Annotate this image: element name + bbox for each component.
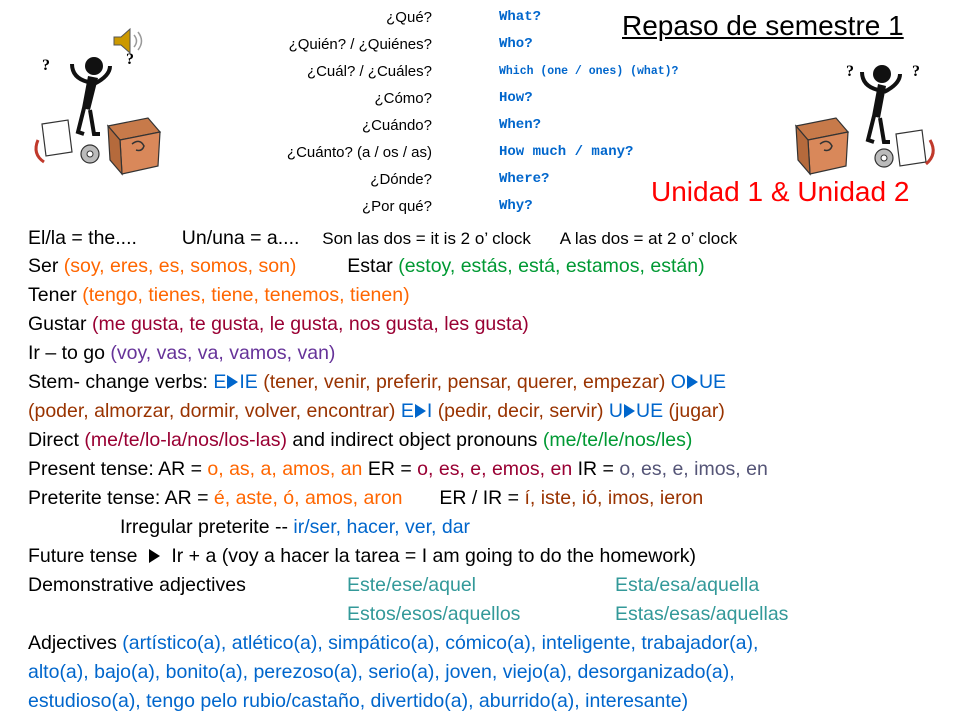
present-ar-endings: o, as, a, amos, an — [207, 458, 363, 480]
ir-line — [28, 341, 335, 365]
ir-forms: (voy, vas, va, vamos, van) — [110, 342, 336, 364]
demo-fem-singular: Esta/esa/aquella — [615, 574, 760, 596]
estar-verb: Estar — [347, 255, 393, 277]
right-arrow-icon — [415, 404, 426, 418]
direct-pronouns: (me/te/lo-la/nos/los-las) — [84, 429, 287, 451]
stem-e-i-list: (pedir, decir, servir) — [437, 400, 604, 422]
demo-masc-plural: Estos/esos/aquellos — [347, 603, 521, 625]
time-is-text: Son las dos = it is 2 o’ clock — [322, 229, 531, 248]
present-label: Present tense: AR = — [28, 458, 202, 480]
gustar-line — [28, 312, 529, 336]
present-tense-line — [28, 457, 768, 481]
question-es-3: ¿Cómo? — [374, 90, 432, 107]
stem-o: O — [670, 371, 686, 393]
tener-forms: (tengo, tienes, tiene, tenemos, tienen) — [82, 284, 410, 306]
preterite-er-label: ER / IR = — [439, 487, 520, 509]
stem-e2: E — [400, 400, 414, 422]
irregular-preterite-line — [120, 515, 470, 539]
question-en-4: When? — [499, 117, 542, 133]
stem-u-ue-list: (jugar) — [668, 400, 725, 422]
ser-forms: (soy, eres, es, somos, son) — [63, 255, 297, 277]
svg-text:?: ? — [126, 51, 134, 68]
stem-change-line-2 — [28, 399, 725, 423]
present-er-label: ER = — [367, 458, 412, 480]
irregular-label: Irregular preterite -- — [120, 516, 288, 538]
gustar-forms: (me gusta, te gusta, le gusta, nos gusta, les gusta) — [91, 313, 529, 335]
gustar-verb: Gustar — [28, 313, 87, 335]
right-arrow-icon — [149, 549, 160, 563]
question-en-7: Why? — [499, 198, 533, 214]
present-ir-label: IR = — [577, 458, 614, 480]
preterite-tense-line — [28, 486, 703, 510]
future-tense-line — [28, 544, 696, 568]
right-arrow-icon — [227, 375, 238, 389]
tener-verb: Tener — [28, 284, 77, 306]
ser-verb: Ser — [28, 255, 59, 277]
question-en-3: How? — [499, 90, 533, 106]
demo-fem-plural: Estas/esas/aquellas — [615, 603, 789, 625]
stem-o-ue-list: (poder, almorzar, dormir, volver, encontrar) — [28, 400, 396, 422]
adjectives-label: Adjectives — [28, 632, 117, 654]
indirect-label: and indirect object pronouns — [292, 429, 538, 451]
adjectives-list-3: estudioso(a), tengo pelo rubio/castaño, divertido(a), aburrido(a), interesante) — [28, 690, 689, 712]
stem-ie: IE — [239, 371, 258, 393]
preterite-er-endings: í, iste, ió, imos, ieron — [524, 487, 704, 509]
demo-masc-singular: Este/ese/aquel — [347, 574, 477, 596]
stem-i: I — [426, 400, 433, 422]
stem-change-line-1 — [28, 370, 726, 394]
svg-text:?: ? — [846, 63, 854, 80]
adjectives-line-1 — [28, 631, 758, 655]
ir-verb: Ir – to go — [28, 342, 105, 364]
present-ir-endings: o, es, e, imos, en — [619, 458, 768, 480]
stem-e-ie-list: (tener, venir, preferir, pensar, querer, empezar) — [263, 371, 666, 393]
future-label: Future tense — [28, 545, 138, 567]
svg-text:?: ? — [912, 63, 920, 80]
time-at-text: A las dos = at 2 o’ clock — [559, 229, 738, 248]
preterite-label: Preterite tense: AR = — [28, 487, 209, 509]
future-text: Ir + a (voy a hacer la tarea = I am going to do the homework) — [171, 545, 696, 567]
question-en-2: Which (one / ones) (what)? — [499, 65, 679, 78]
stem-ue2: UE — [636, 400, 664, 422]
irregular-list: ir/ser, hacer, ver, dar — [293, 516, 471, 538]
demonstrative-label: Demonstrative adjectives — [28, 574, 246, 596]
question-es-1: ¿Quién? / ¿Quiénes? — [288, 36, 432, 53]
right-arrow-icon — [624, 404, 635, 418]
present-er-endings: o, es, e, emos, en — [417, 458, 573, 480]
indefinite-article-text: Un/una = a.... — [181, 227, 300, 249]
definite-article-text: El/la = the.... — [28, 227, 137, 249]
question-en-1: Who? — [499, 36, 533, 52]
stem-change-label: Stem- change verbs: — [28, 371, 208, 393]
ser-estar-line — [28, 254, 705, 278]
question-es-0: ¿Qué? — [386, 9, 432, 26]
question-es-4: ¿Cuándo? — [361, 117, 432, 134]
question-es-6: ¿Dónde? — [370, 171, 432, 188]
direct-label: Direct — [28, 429, 79, 451]
question-en-5: How much / many? — [499, 144, 634, 160]
tener-line — [28, 283, 410, 307]
indirect-pronouns: (me/te/le/nos/les) — [542, 429, 693, 451]
question-es-5: ¿Cuánto? (a / os / as) — [286, 144, 432, 161]
confused-figure-left-illustration — [28, 48, 178, 176]
unit-heading: Unidad 1 & Unidad 2 — [651, 176, 910, 207]
stem-e: E — [213, 371, 227, 393]
right-arrow-icon — [687, 375, 698, 389]
articles-line — [28, 226, 737, 251]
stem-u: U — [608, 400, 624, 422]
page-title: Repaso de semestre 1 — [622, 10, 904, 41]
question-es-7: ¿Por qué? — [361, 198, 432, 215]
adjectives-list-1: (artístico(a), atlético(a), simpático(a), cómico(a), inteligente, trabajador(a), — [122, 632, 759, 654]
estar-forms: (estoy, estás, está, estamos, están) — [398, 255, 705, 277]
question-en-0: What? — [499, 9, 542, 25]
pronouns-line — [28, 428, 692, 452]
question-en-6: Where? — [499, 171, 550, 187]
stem-ue: UE — [698, 371, 727, 393]
adjectives-list-2: alto(a), bajo(a), bonito(a), perezoso(a), serio(a), joven, viejo(a), desorganizado(a), — [28, 661, 735, 683]
demonstrative-line-1 — [28, 573, 246, 597]
preterite-ar-endings: é, aste, ó, amos, aron — [213, 487, 403, 509]
question-es-2: ¿Cuál? / ¿Cuáles? — [306, 63, 432, 80]
confused-figure-right-illustration — [792, 54, 942, 182]
svg-text:?: ? — [42, 57, 50, 74]
